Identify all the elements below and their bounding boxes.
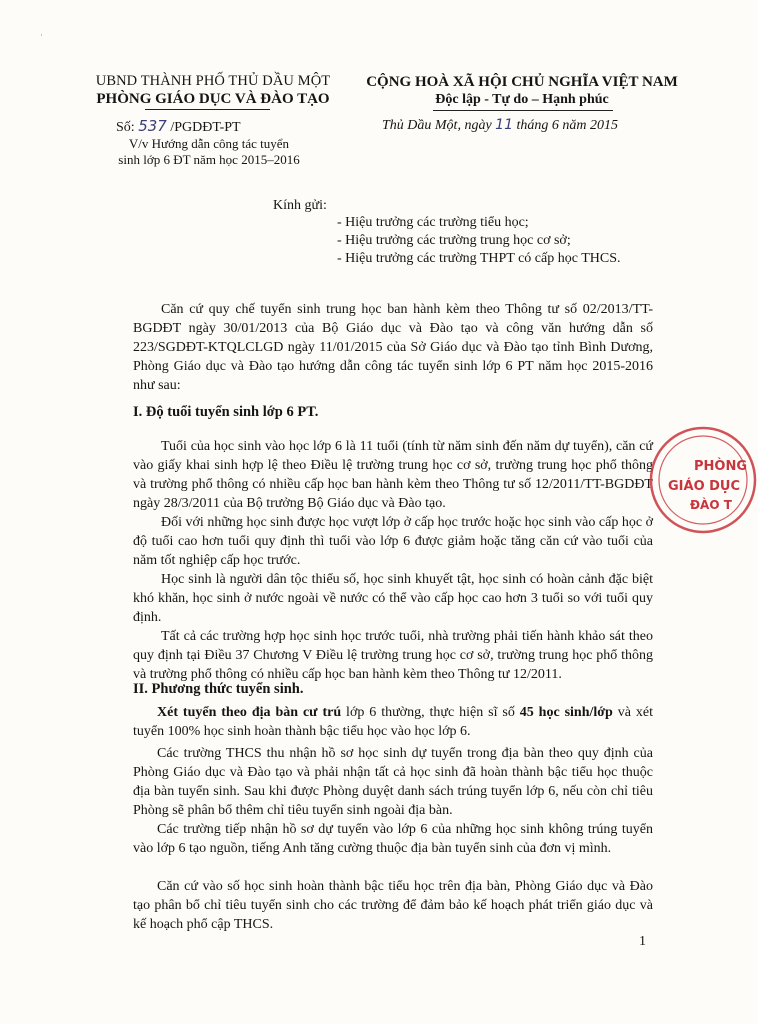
seal-line1: PHÒNG (694, 459, 748, 474)
section2-text: lớp 6 thường, thực hiện sĩ số (341, 705, 520, 720)
recipient-item: - Hiệu trưởng các trường tiểu học; (337, 215, 529, 230)
national-header (352, 73, 692, 109)
page-number: 1 (639, 934, 646, 949)
issuer-underline (145, 109, 270, 110)
document-subject (94, 136, 324, 168)
official-seal (648, 425, 758, 535)
section1-paragraph: Đối với những học sinh được học vượt lớp ở cấp học trước hoặc học sinh vào cấp học ở độ tuổi cao hơn tuổi quy định thì tuổi vào lớp 6 được giảm hoặc tăng căn cứ vào tuổi của năm tốt nghiệp cấp học trước. (133, 515, 653, 568)
subject-line2: sinh lớp 6 ĐT năm học 2015–2016 (118, 152, 300, 167)
section2-paragraph (133, 703, 653, 741)
issuer-block (88, 73, 338, 108)
scan-mark: · (40, 30, 43, 40)
handwritten-day: 11 (495, 117, 513, 133)
recipient-list (337, 214, 621, 268)
section1-heading: I. Độ tuổi tuyển sinh lớp 6 PT. (133, 404, 319, 420)
intro-paragraph: Căn cứ quy chế tuyển sinh trung học ban hành kèm theo Thông tư số 02/2013/TT-BGDĐT ngày 30/01/2013 của Bộ Giáo dục và Đào tạo và công văn hướng dẫn số 223/SGDĐT-KTQLCLGD ngày 11/01/2015 của Sở Giáo dục và Đào tạo tỉnh Bình Dương, Phòng Giáo dục và Đào tạo hướng dẫn công tác tuyển sinh lớp 6 PT năm học 2015-2016 như sau: (133, 302, 653, 393)
section1-paragraph: Học sinh là người dân tộc thiểu số, học sinh khuyết tật, học sinh có hoàn cảnh đặc biệt khó khăn, học sinh ở nước ngoài về nước có thể vào cấp học cao hơn 3 tuổi so với tuổi quy định. (133, 572, 653, 625)
document-number (116, 117, 241, 136)
national-title: CỘNG HOÀ XÃ HỘI CHỦ NGHĨA VIỆT NAM (366, 74, 678, 90)
greeting-label: Kính gửi: (273, 198, 327, 213)
handwritten-number: 537 (138, 117, 167, 135)
class-size: 45 học sinh/lớp (519, 705, 613, 720)
section2-paragraph: Căn cứ vào số học sinh hoàn thành bậc tiểu học trên địa bàn, Phòng Giáo dục và Đào tạo phân bổ chỉ tiêu tuyển sinh cho các trường để đảm bảo kế hoạch phát triển giáo dục và kế hoạch phổ cập THCS. (133, 879, 653, 932)
residence-admission-lead: Xét tuyển theo địa bàn cư trú (157, 705, 342, 720)
seal-line3: ĐÀO T (690, 498, 732, 512)
national-motto: Độc lập - Tự do – Hạnh phúc (435, 92, 609, 107)
issuer-line2: PHÒNG GIÁO DỤC VÀ ĐÀO TẠO (96, 91, 330, 107)
issuer-line1: UBND THÀNH PHỐ THỦ DẦU MỘT (95, 73, 331, 89)
section2-text: và xét tuyển 100% học sinh hoàn thành bậc tiểu học vào học lớp 6. (133, 705, 653, 739)
motto-underline (433, 110, 613, 111)
recipient-item: - Hiệu trưởng các trường THPT có cấp học THCS. (337, 251, 621, 266)
section2-heading: II. Phương thức tuyển sinh. (133, 681, 304, 697)
section1-paragraph: Tất cả các trường hợp học sinh học trước tuổi, nhà trường phải tiến hành khảo sát theo quy định tại Điều 37 Chương V Điều lệ trường trung học cơ sở, trường trung học phổ thông và trường phổ thông có nhiều cấp học ban hành kèm theo Thông tư 12/2011. (133, 629, 653, 682)
place-date-suffix: tháng 6 năm 2015 (516, 118, 618, 133)
place-date-prefix: Thủ Dầu Một, ngày (382, 118, 492, 133)
place-date (382, 117, 618, 134)
number-prefix: Số: (116, 120, 135, 135)
recipient-item: - Hiệu trưởng các trường trung học cơ sở; (337, 233, 571, 248)
section2-paragraph: Các trường THCS thu nhận hồ sơ học sinh dự tuyển trong địa bàn theo quy định của Phòng Giáo dục và Đào tạo và phải nhận tất cả học sinh đã hoàn thành bậc tiểu học thuộc địa bàn tuyển sinh. Sau khi được Phòng duyệt danh sách trúng tuyển lớp 6, nếu còn chỉ tiêu Phòng sẽ phân bổ thêm chỉ tiêu tuyển sinh ngoài địa bàn. (133, 746, 653, 818)
seal-line2: GIÁO DỤC (668, 479, 741, 494)
subject-line1: V/v Hướng dẫn công tác tuyển (128, 136, 290, 151)
section2-paragraph: Các trường tiếp nhận hồ sơ dự tuyển vào lớp 6 của những học sinh không trúng tuyển vào lớp 6 tạo nguồn, tiếng Anh tăng cường thuộc địa bàn tuyển sinh của đơn vị mình. (133, 822, 653, 856)
number-suffix: /PGDĐT-PT (170, 120, 241, 135)
section1-paragraph: Tuổi của học sinh vào học lớp 6 là 11 tuổi (tính từ năm sinh đến năm dự tuyển), căn cứ vào giấy khai sinh hợp lệ theo Điều lệ trường trung học cơ sở, trường trung học phổ thông và trường phổ thông có nhiều cấp học ban hành kèm theo Thông tư số 12/2011/TT-BGDĐT ngày 28/3/2011 của Bộ trưởng Bộ Giáo dục và Đào tạo. (133, 439, 653, 511)
